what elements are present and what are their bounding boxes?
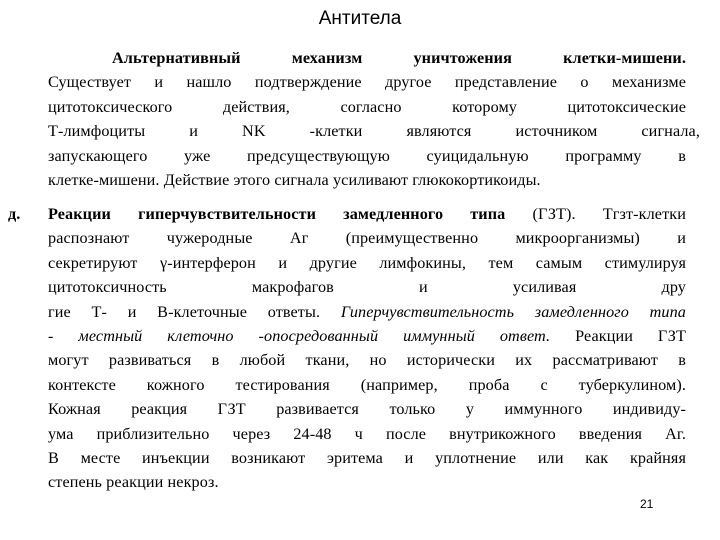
- text-line: цитотоксического действия, согласно которому цитотоксические: [48, 97, 686, 116]
- text-line: В месте инъекции возникают эритема и уплотнение или как крайняя: [48, 449, 686, 468]
- slide-title: Антитела: [318, 8, 402, 29]
- paragraph-dth-reactions: [48, 202, 686, 495]
- text-line: Реакции гиперчувствительности замедленного типа (ГЗТ). Тгзт-клетки: [48, 205, 686, 223]
- text-line: гие Т- и В-клеточные ответы. Гиперчувствительность замедленного типа: [48, 302, 686, 321]
- italic-definition: - местный клеточно -опосредованный иммунный ответ.: [48, 327, 551, 346]
- italic-definition: Гиперчувствительность замедленного типа: [320, 302, 686, 321]
- text-line: контексте кожного тестирования (например, проба с туберкулином).: [48, 375, 686, 394]
- list-marker: д.: [8, 205, 21, 223]
- text-line: ума приблизительно через 24-48 ч после внутрикожного введения Аг.: [48, 424, 686, 443]
- page-number: 21: [640, 497, 654, 511]
- text-line: секретируют γ-интерферон и другие лимфокины, тем самым стимулируя: [48, 253, 686, 272]
- text-line: запускающего уже предсуществующую суицидальную программу в: [48, 146, 686, 165]
- text-line: распознают чужеродные Аг (преимущественно микроорганизмы) и: [48, 229, 686, 248]
- text-line: Кожная реакция ГЗТ развивается только у иммунного индивиду-: [48, 400, 686, 419]
- text-line: - местный клеточно -опосредованный иммунный ответ. Реакции ГЗТ: [48, 327, 686, 346]
- text-line: могут развиваться в любой ткани, но исторически их рассматривают в: [48, 351, 686, 370]
- text-line: Существует и нашло подтверждение другое представление о механизме: [48, 73, 686, 92]
- section-heading-dth: Реакции гиперчувствительности замедленного типа: [48, 205, 506, 223]
- section-heading-alternative-mechanism: Альтернативный механизм уничтожения клетки-мишени.: [112, 49, 686, 67]
- text-line: клетке-мишени. Действие этого сигнала усиливают глюкокортикоиды.: [48, 171, 541, 190]
- text-line: Т-лимфоциты и NK -клетки являются источником сигнала,: [48, 122, 700, 141]
- paragraph-alternative-mechanism: [48, 46, 700, 192]
- text-line: цитотоксичность макрофагов и усиливая дру: [48, 278, 686, 297]
- text-line: степень реакции некроз.: [48, 473, 219, 492]
